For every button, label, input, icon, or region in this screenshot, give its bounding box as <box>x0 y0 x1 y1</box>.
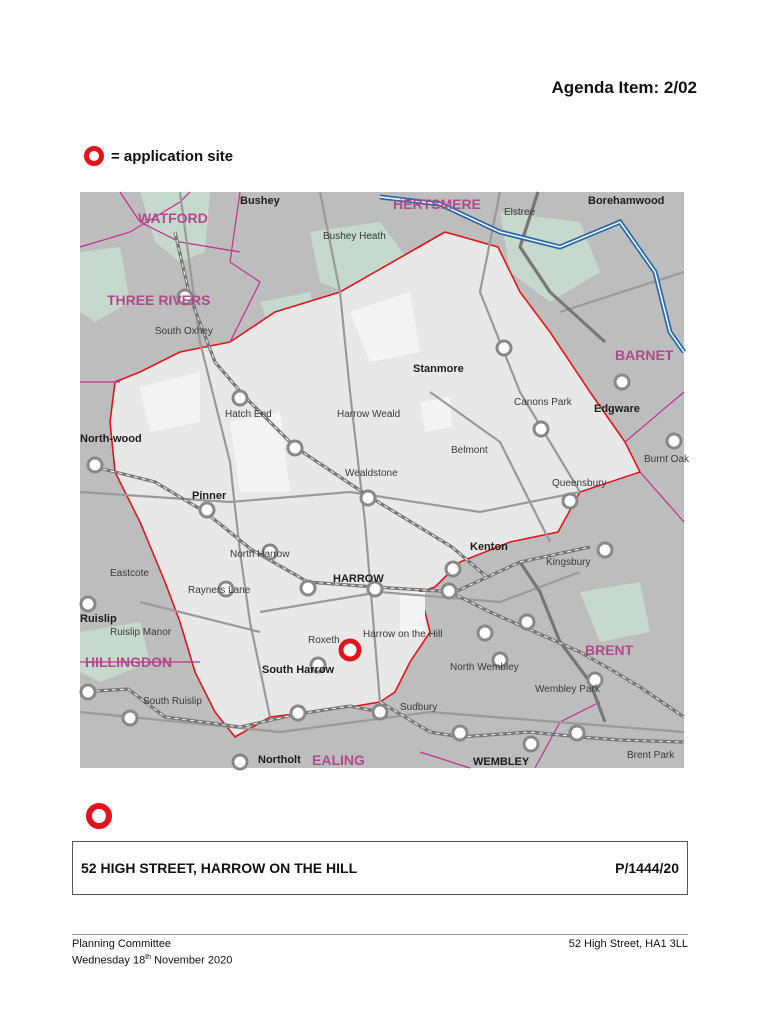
map-label-kenton: Kenton <box>470 541 508 553</box>
map-label-hillingdon: HILLINGDON <box>85 654 173 670</box>
map-label-queensbury: Queensbury <box>552 478 607 489</box>
agenda-item: Agenda Item: 2/02 <box>551 78 697 97</box>
map-label-canons-park: Canons Park <box>514 397 572 408</box>
map-label-northolt: Northolt <box>258 754 301 766</box>
footer-committee: Planning Committee <box>72 938 172 950</box>
map-label-harrow-on-the-hill: Harrow on the Hill <box>363 629 443 640</box>
map-label-watford: WATFORD <box>138 210 208 226</box>
map-label-wembley-park: Wembley Park <box>535 684 600 695</box>
footer-address: 52 High Street, HA1 3LL <box>568 938 688 950</box>
map-label-stanmore: Stanmore <box>413 363 464 375</box>
footer-date: Wednesday 18th November 2020 <box>72 954 233 967</box>
map-label-pinner: Pinner <box>192 490 227 502</box>
legend-text: = application site <box>111 147 234 165</box>
map-label-south-ruislip: South Ruislip <box>143 696 202 707</box>
map-label-roxeth: Roxeth <box>308 635 340 646</box>
map-label-harrow-weald: Harrow Weald <box>337 409 401 420</box>
map-label-bushey-heath: Bushey Heath <box>323 231 386 242</box>
map-label-brent: BRENT <box>585 642 634 658</box>
map-label-hertsmere: HERTSMERE <box>393 196 481 212</box>
map-label-north-wembley: North Wembley <box>450 662 519 673</box>
application-site-marker-icon <box>86 803 112 829</box>
site-address: 52 HIGH STREET, HARROW ON THE HILL <box>81 860 358 876</box>
application-reference: P/1444/20 <box>615 860 679 876</box>
map-label-northwood: North-wood <box>80 433 142 445</box>
map-label-south-harrow: South Harrow <box>262 664 335 676</box>
map-label-south-oxhey: South Oxhey <box>155 326 213 337</box>
application-site-map-marker <box>341 641 359 659</box>
map-label-eastcote: Eastcote <box>110 568 149 579</box>
map-label-bushey: Bushey <box>240 195 280 207</box>
application-site-marker-icon <box>84 146 104 166</box>
map-label-elstree: Elstree <box>504 207 536 218</box>
map-label-burnt-oak: Burnt Oak <box>644 454 690 465</box>
map-label-harrow: HARROW <box>333 573 384 585</box>
map-label-ruislip-manor: Ruislip Manor <box>110 627 172 638</box>
map-label-three-rivers: THREE RIVERS <box>107 292 211 308</box>
map-label-edgware: Edgware <box>594 403 640 415</box>
map-label-belmont: Belmont <box>451 445 488 456</box>
footer-meeting <box>72 938 232 968</box>
map-label-ealing: EALING <box>312 752 365 768</box>
map-label-barnet: BARNET <box>615 347 674 363</box>
map-label-kingsbury: Kingsbury <box>546 557 591 568</box>
legend <box>84 143 233 169</box>
map-label-wealdstone: Wealdstone <box>345 468 398 479</box>
map-label-ruislip: Ruislip <box>80 613 117 625</box>
map-label-sudbury: Sudbury <box>400 702 438 713</box>
map-label-north-harrow: North Harrow <box>230 549 290 560</box>
map-label-hatch-end: Hatch End <box>225 409 272 420</box>
map-label-wembley: WEMBLEY <box>473 756 530 768</box>
footer-divider <box>72 934 688 935</box>
location-map <box>80 192 690 768</box>
map-label-brent-park: Brent Park <box>627 750 675 761</box>
site-details-box <box>72 841 688 895</box>
map-label-borehamwood: Borehamwood <box>588 195 665 207</box>
map-label-rayners-lane: Rayners Lane <box>188 585 251 596</box>
